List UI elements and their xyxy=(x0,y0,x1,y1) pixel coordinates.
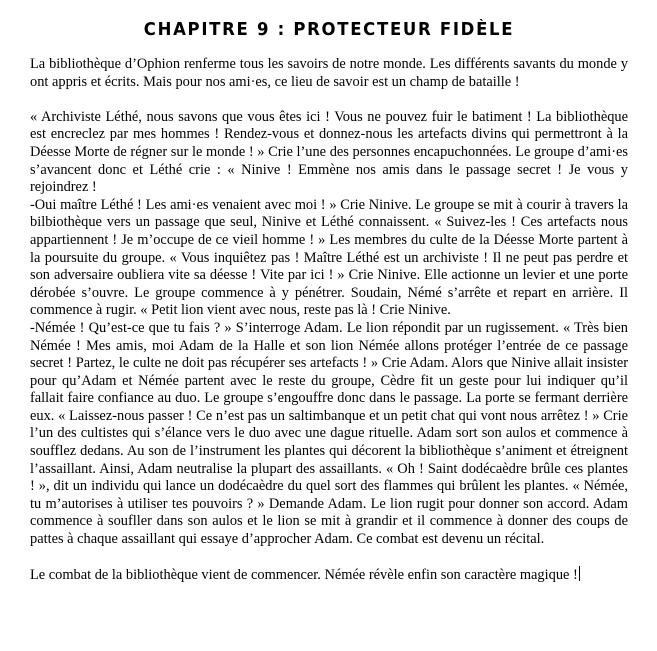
paragraph-spacer-2 xyxy=(30,549,628,567)
paragraph-intro[interactable]: La bibliothèque d’Ophion renferme tous les savoirs de notre monde. Les différents savants du monde y ont appris et écrits. Mais pour nos ami·es, ce lieu de savoir est un champ de bataille ! xyxy=(30,56,628,90)
document-text-area[interactable] xyxy=(30,18,628,585)
paragraph-body[interactable]: « Archiviste Léthé, nous savons que vous êtes ici ! Vous ne pouvez fuir le batiment ! La bibliothèque est encreclez par mes hommes ! Rendez-vous et donnez-nous les artefacts divins qui permettront à la Déesse Morte de régner sur le monde ! » Crie l’une des personnes encapuchonnées. Le groupe d’ami·es s’avancent donc et Léthé crie : « Ninive ! Emmène nos amis dans le passage secret ! Je vous y rejoindrez ! -Oui maître Léthé ! Les ami·es venaient avec moi ! » Crie Ninive. Le groupe se mit à courir à travers la bilbiothèque vers un passage que seul, Ninive et Léthé connaissent. « Suivez-les ! Ces artefacts nous appartiennent ! Je m’occupe de ce vieil homme ! » Les membres du culte de la Déesse Morte partent à la poursuite du groupe. « Vous inquiêtez pas ! Maître Léthé est un archiviste ! Il ne peut pas perdre et son adversaire oubliera vite sa déesse ! Vite par ici ! » Crie Ninive. Elle actionne un levier et une porte dérobée s’ouvre. Le groupe commence à y pénétrer. Soudain, Némé s’arrête et repart en arrière. Il commence à rugir. « Petit lion vient avec nous, reste pas là ! Crie Ninive. -Némée ! Qu’est-ce que tu fais ? » S’interroge Adam. Le lion répondit par un rugissement. « Très bien Némée ! Mes amis, moi Adam de la Halle et son lion Némée allons protéger l’entrée de ce passage secret ! Partez, le culte ne doit pas récupérer ses artefacts ! » Crie Adam. Alors que Ninive allait insister pour qu’Adam et Némée partent avec le reste du groupe, Cèdre fit un geste pour lui indiquer qu’il fallait faire confiance au duo. Le groupe s’engouffre donc dans le passage. La porte se fermant derrière eux. « Laissez-nous passer ! Ce n’est pas un saltimbanque et un petit chat qui vont nous arrêtez ! » Crie l’un des cultistes qui s’élance vers le duo avec une dague rituelle. Adam sort son aulos et commence à soufflez dedans. Au son de l’instrument les plantes qui décorent la bibliothèque s’animent et étreignent l’assaillant. Ainsi, Adam neutralise la plupart des assaillants. « Oh ! Saint dodécaèdre brûle ces plantes ! », dit un individu qui lance un dodécaèdre du quel sort des flammes qui brûlent les plantes. « Némée, tu m’autorises à utiliser tes pouvoirs ? » Demande Adam. Le lion rugit pour donner son accord. Adam commence à soufller dans son aulos et le lion se mit à grandir et il commence à donner des coups de pattes à chaque assaillant qui essaye d’approcher Adam. Ce combat est devenu un récital. xyxy=(30,108,628,548)
paragraph-closing[interactable] xyxy=(30,566,628,585)
chapter-title: CHAPITRE 9 : PROTECTEUR FIDÈLE xyxy=(143,19,515,40)
paragraph-spacer xyxy=(30,91,628,109)
paragraph-closing-text: Le combat de la bibliothèque vient de commencer. Némée révèle enfin son caractère magique ! xyxy=(30,567,578,584)
text-caret xyxy=(579,566,580,581)
